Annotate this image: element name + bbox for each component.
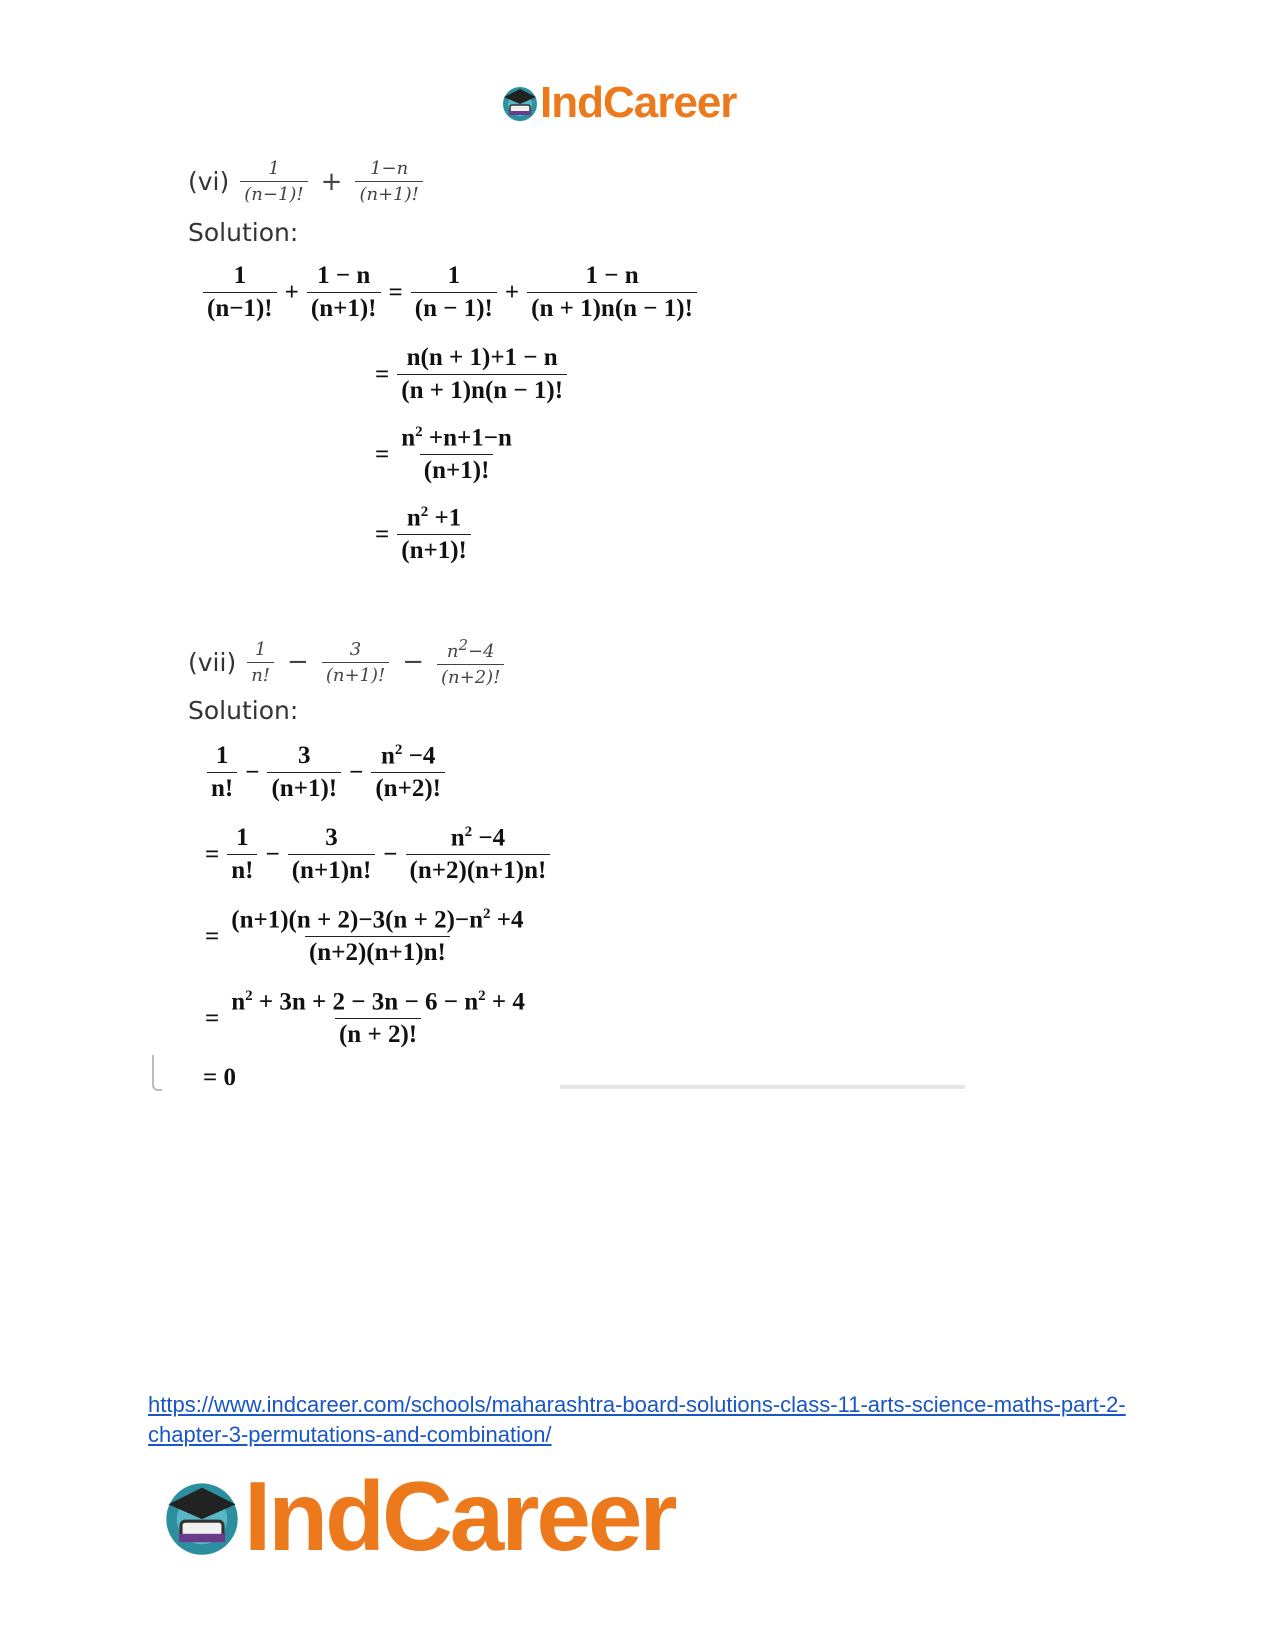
operator: = xyxy=(205,840,220,868)
solution-label: Solution: xyxy=(188,218,299,247)
graduation-globe-icon xyxy=(160,1475,244,1559)
denominator: (n+1)! xyxy=(397,534,471,565)
operator: = xyxy=(375,360,390,388)
fraction xyxy=(207,742,237,803)
numerator: 1 xyxy=(233,262,247,289)
math-text: n xyxy=(446,641,459,662)
operator: = xyxy=(205,922,220,950)
denominator: (n − 1)! xyxy=(411,292,497,323)
equation-line xyxy=(200,824,553,885)
numerator xyxy=(443,636,499,664)
numerator: 3 xyxy=(298,742,311,770)
equation-line xyxy=(370,424,519,485)
numerator xyxy=(227,988,529,1018)
exponent: 2 xyxy=(394,742,403,758)
numerator: 1 xyxy=(254,638,267,660)
exponent: 2 xyxy=(245,988,253,1004)
equation-line xyxy=(370,344,570,405)
numerator xyxy=(377,742,439,772)
operator: = xyxy=(375,520,390,548)
numerator: 1 − n xyxy=(317,262,371,289)
numerator: 3 xyxy=(349,638,362,660)
fraction xyxy=(411,262,497,323)
numerator: 1 xyxy=(215,742,229,770)
numerator: n(n + 1)+1 − n xyxy=(406,344,558,371)
denominator: (n+1)! xyxy=(307,292,381,323)
math-text: −4 xyxy=(402,742,436,770)
math-text: n xyxy=(231,988,246,1016)
equation-result: = 0 xyxy=(203,1064,236,1091)
denominator: n! xyxy=(207,772,237,803)
math-text: +1 xyxy=(428,504,462,532)
fraction xyxy=(227,906,527,967)
equation-line xyxy=(204,742,448,803)
question-label: (vii) xyxy=(188,647,237,677)
exponent: 2 xyxy=(420,504,429,520)
brand-name: IndCareer xyxy=(244,1461,675,1571)
fraction xyxy=(288,824,376,885)
fraction xyxy=(397,504,471,565)
denominator: (n+2)! xyxy=(371,772,445,803)
denominator: (n+1)! xyxy=(420,454,494,485)
numerator xyxy=(403,504,465,534)
equation-line xyxy=(200,988,532,1049)
divider xyxy=(560,1085,965,1089)
fraction xyxy=(371,742,445,803)
question-label: (vi) xyxy=(188,167,230,196)
fraction xyxy=(203,262,277,323)
fraction xyxy=(397,344,567,405)
equation-line xyxy=(200,262,700,323)
fraction xyxy=(397,424,516,485)
exponent: 2 xyxy=(458,636,469,654)
exponent: 2 xyxy=(464,824,473,840)
equation-line xyxy=(370,504,474,565)
denominator: (n+1)! xyxy=(322,662,389,686)
operator: − xyxy=(402,647,425,677)
fraction xyxy=(247,639,274,686)
fraction xyxy=(355,158,422,205)
numerator: 1−n xyxy=(370,158,409,179)
exponent: 2 xyxy=(483,906,491,922)
math-text: + 3n + 2 − 3n − 6 − n xyxy=(252,988,479,1016)
denominator: (n+2)(n+1)n! xyxy=(305,936,450,967)
denominator: (n+1)! xyxy=(355,181,422,205)
fraction xyxy=(267,742,341,803)
fraction xyxy=(240,158,307,205)
operator: − xyxy=(245,758,260,786)
fraction xyxy=(227,824,257,885)
math-text: n xyxy=(380,742,395,770)
fraction xyxy=(307,262,381,323)
math-text: −4 xyxy=(472,824,506,852)
question-vii xyxy=(188,636,507,688)
equation-line xyxy=(200,906,531,967)
indcareer-logo-bottom xyxy=(160,1460,675,1573)
numerator: 1 xyxy=(236,824,249,852)
exponent: 2 xyxy=(478,988,486,1004)
denominator: (n−1)! xyxy=(240,181,307,205)
numerator: 1 xyxy=(447,262,461,289)
math-text: n xyxy=(450,824,465,852)
denominator: (n+2)! xyxy=(437,664,504,688)
operator: − xyxy=(265,840,280,868)
question-vi xyxy=(188,158,426,205)
denominator: (n+1)n! xyxy=(288,854,376,885)
operator: = xyxy=(388,278,403,306)
numerator xyxy=(447,824,509,854)
math-text: + 4 xyxy=(485,988,525,1016)
source-url-link[interactable]: https://www.indcareer.com/schools/maharashtra-board-solutions-class-11-arts-science-maths-part-2-chapter-3-permutations-and-combination/ xyxy=(148,1392,1126,1447)
denominator: (n−1)! xyxy=(203,292,277,323)
math-text: (n+1)(n + 2)−3(n + 2)−n xyxy=(231,906,484,934)
numerator xyxy=(227,906,527,936)
numerator: 1 − n xyxy=(585,262,639,289)
graduation-globe-icon xyxy=(500,83,540,123)
image-crop-edge xyxy=(152,1055,162,1091)
denominator: n! xyxy=(227,854,257,885)
denominator: (n + 1)n(n − 1)! xyxy=(397,374,567,405)
denominator: (n + 2)! xyxy=(335,1018,421,1049)
fraction xyxy=(406,824,551,885)
fraction xyxy=(322,639,389,686)
operator: = xyxy=(375,440,390,468)
solution-label: Solution: xyxy=(188,696,299,725)
operator: − xyxy=(287,647,309,677)
denominator: (n+1)! xyxy=(267,772,341,803)
operator: − xyxy=(383,840,398,868)
operator: + xyxy=(504,278,520,306)
fraction xyxy=(527,262,697,323)
operator: − xyxy=(349,758,364,786)
fraction xyxy=(437,636,504,688)
numerator: 3 xyxy=(325,824,338,852)
numerator: 1 xyxy=(268,158,280,179)
operator: + xyxy=(284,278,299,306)
exponent: 2 xyxy=(415,424,423,440)
fraction xyxy=(227,988,529,1049)
math-text: −4 xyxy=(468,641,495,662)
indcareer-logo-top xyxy=(500,78,736,128)
math-text: n xyxy=(401,424,416,452)
numerator xyxy=(397,424,516,454)
denominator: (n+2)(n+1)n! xyxy=(406,854,551,885)
denominator: (n + 1)n(n − 1)! xyxy=(527,292,697,323)
operator: + xyxy=(320,166,343,197)
math-text: n xyxy=(406,504,421,532)
brand-name: IndCareer xyxy=(540,78,737,127)
operator: = xyxy=(205,1004,220,1032)
denominator: n! xyxy=(247,662,274,686)
math-text: +4 xyxy=(490,906,524,934)
math-text: +n+1−n xyxy=(422,424,512,452)
